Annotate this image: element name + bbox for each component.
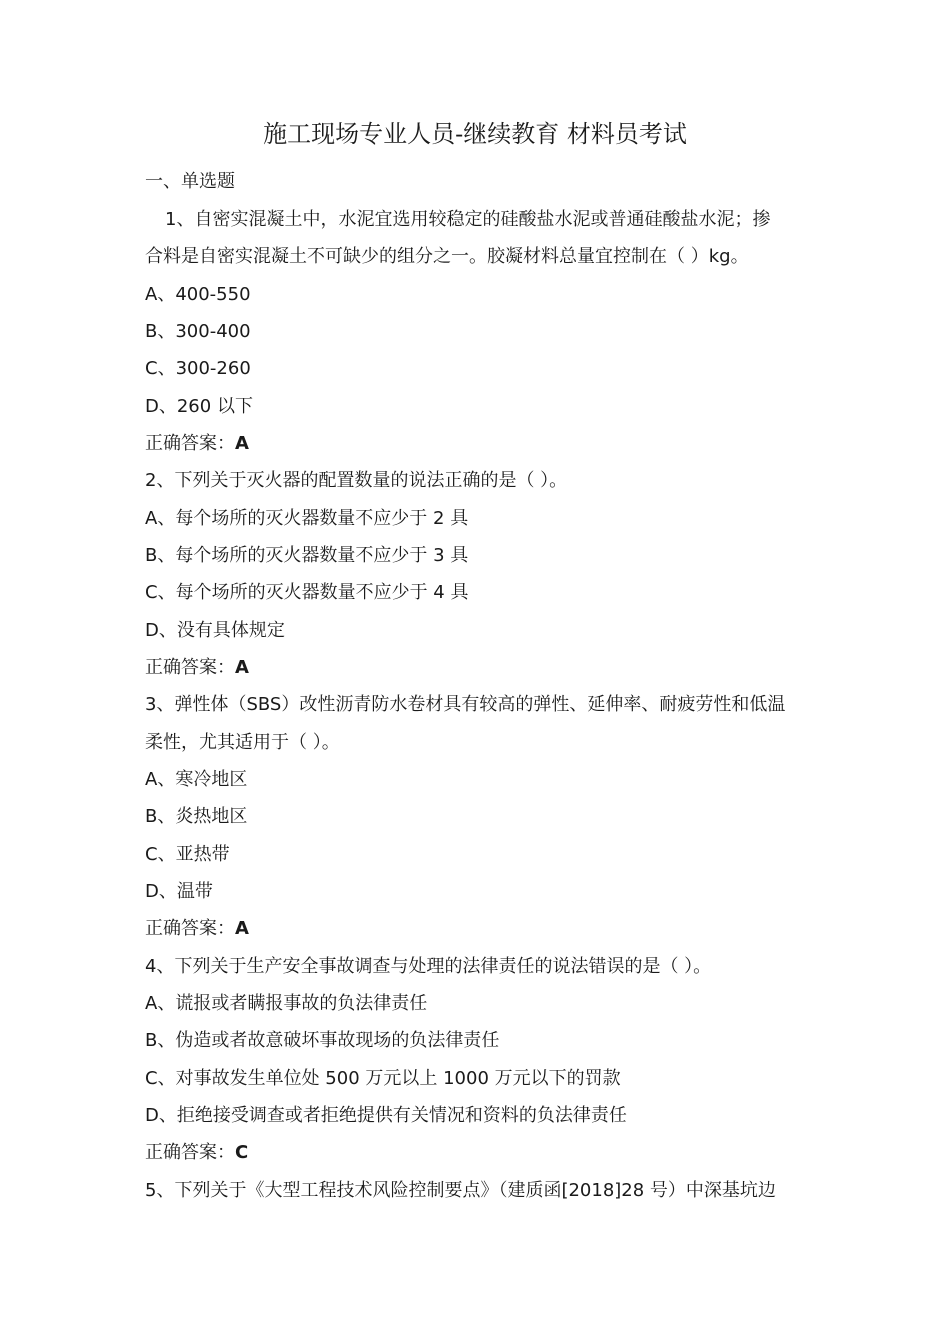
q2-option-d: D、没有具体规定	[145, 620, 285, 641]
q4-option-d: D、拒绝接受调查或者拒绝提供有关情况和资料的负法律责任	[145, 1105, 627, 1126]
answer-label: 正确答案：	[145, 918, 235, 939]
question-2-text: 2、下列关于灭火器的配置数量的说法正确的是（ ）。	[145, 470, 568, 491]
answer-value: C	[235, 1142, 249, 1163]
answer-label: 正确答案：	[145, 657, 235, 678]
question-1-text-cont: 合料是自密实混凝土不可缺少的组分之一。胶凝材料总量宜控制在（ ）kg。	[145, 246, 749, 267]
q4-option-b: B、伪造或者故意破坏事故现场的负法律责任	[145, 1030, 500, 1051]
question-5-text: 5、下列关于《大型工程技术风险控制要点》（建质函[2018]28 号）中深基坑边	[145, 1180, 776, 1201]
q1-option-d: D、260 以下	[145, 396, 253, 417]
answer-value: A	[235, 433, 249, 454]
question-3-text: 3、弹性体（SBS）改性沥青防水卷材具有较高的弹性、延伸率、耐疲劳性和低温	[145, 694, 786, 715]
answer-label: 正确答案：	[145, 433, 235, 454]
q2-option-b: B、每个场所的灭火器数量不应少于 3 具	[145, 545, 469, 566]
q1-answer	[145, 432, 815, 456]
page-title: 施工现场专业人员-继续教育 材料员考试	[263, 120, 687, 148]
q1-option-c: C、300-260	[145, 358, 251, 379]
q2-option-c: C、每个场所的灭火器数量不应少于 4 具	[145, 582, 469, 603]
section-heading: 一、单选题	[145, 171, 235, 192]
q4-option-a: A、谎报或者瞒报事故的负法律责任	[145, 993, 428, 1014]
answer-label: 正确答案：	[145, 1142, 235, 1163]
q3-option-b: B、炎热地区	[145, 806, 248, 827]
q4-answer	[145, 1141, 815, 1165]
answer-value: A	[235, 918, 249, 939]
q3-answer	[145, 917, 815, 941]
q2-option-a: A、每个场所的灭火器数量不应少于 2 具	[145, 508, 469, 529]
q4-option-c: C、对事故发生单位处 500 万元以上 1000 万元以下的罚款	[145, 1068, 621, 1089]
question-1-text: 1、自密实混凝土中，水泥宜选用较稳定的硅酸盐水泥或普通硅酸盐水泥；掺	[165, 209, 771, 230]
q3-option-d: D、温带	[145, 881, 213, 902]
question-4-text: 4、下列关于生产安全事故调查与处理的法律责任的说法错误的是（ ）。	[145, 956, 712, 977]
q3-option-a: A、寒冷地区	[145, 769, 248, 790]
q3-option-c: C、亚热带	[145, 844, 230, 865]
q2-answer	[145, 656, 815, 680]
q1-option-b: B、300-400	[145, 321, 251, 342]
answer-value: A	[235, 657, 249, 678]
q1-option-a: A、400-550	[145, 284, 251, 305]
question-3-text-cont: 柔性，尤其适用于（ ）。	[145, 732, 340, 753]
